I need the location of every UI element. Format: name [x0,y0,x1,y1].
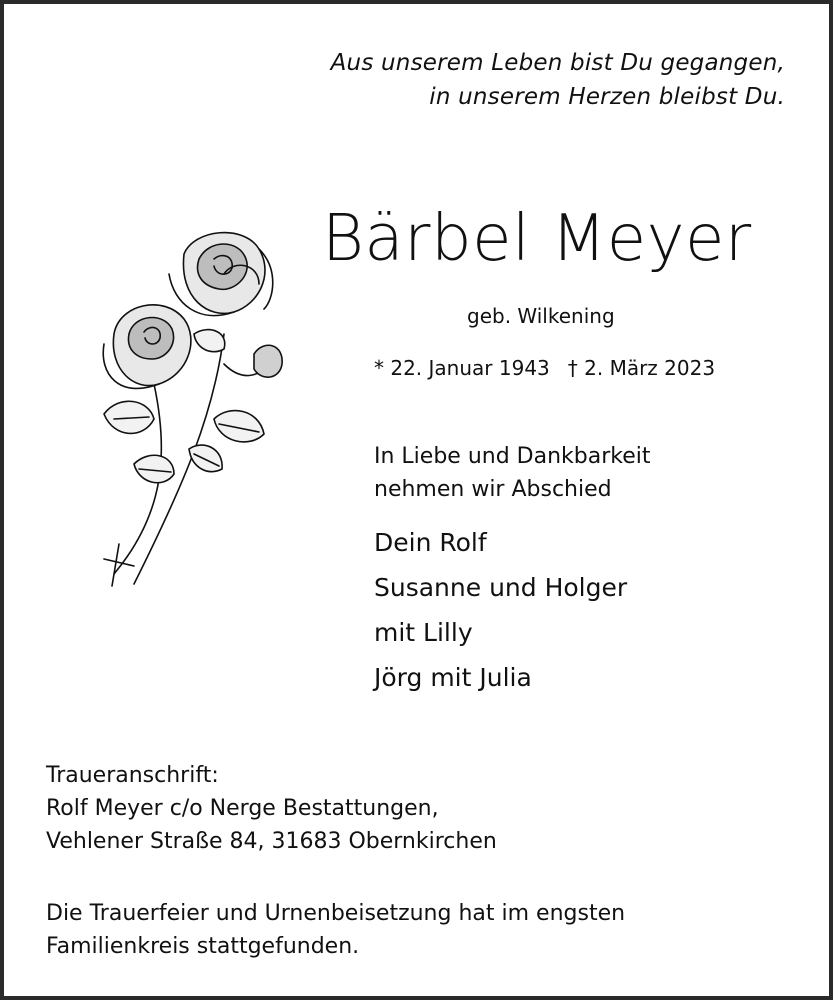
maiden-name: geb. Wilkening [467,304,615,328]
motto-verse [331,46,785,114]
address-line-2: Vehlener Straße 84, 31683 Obernkirchen [46,829,497,854]
farewell-line-1: In Liebe und Dankbarkeit [374,444,651,469]
family-member: Dein Rolf [374,528,487,557]
life-dates [374,356,733,380]
family-member: mit Lilly [374,618,473,647]
motto-line-1: Aus unserem Leben bist Du gegangen, [330,50,785,76]
birth-date: * 22. Januar 1943 [374,356,550,380]
family-member: Jörg mit Julia [374,663,532,692]
ceremony-note [46,897,625,963]
family-list [374,520,627,700]
farewell-line-2: nehmen wir Abschied [374,477,612,502]
rose-illustration-icon [74,214,294,604]
address-line-1: Rolf Meyer c/o Nerge Bestattungen, [46,796,439,821]
motto-line-2: in unserem Herzen bleibst Du. [429,84,785,110]
address-label: Traueranschrift: [46,763,219,788]
mourning-address [46,759,497,858]
family-member: Susanne und Holger [374,573,628,602]
ceremony-line-1: Die Trauerfeier und Urnenbeisetzung hat im engsten [46,901,626,926]
deceased-name: Bärbel Meyer [322,202,752,276]
death-date: † 2. März 2023 [567,356,716,380]
ceremony-line-2: Familienkreis stattgefunden. [46,934,360,959]
farewell-text [374,440,651,506]
